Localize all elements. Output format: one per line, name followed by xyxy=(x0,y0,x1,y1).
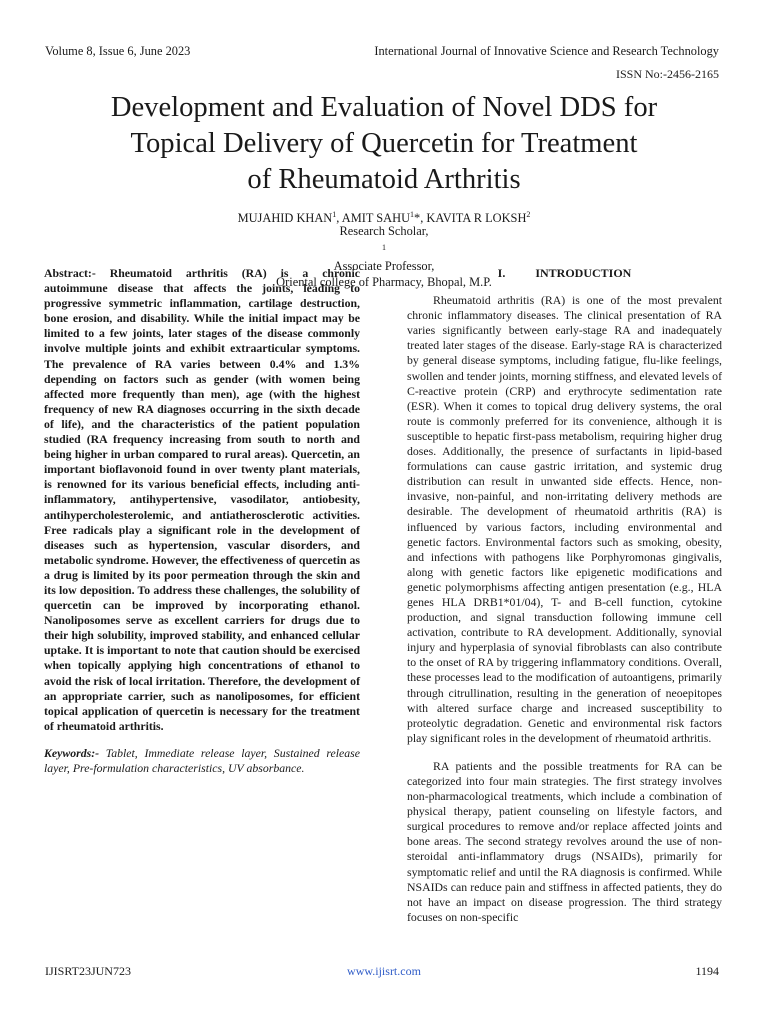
left-column xyxy=(44,266,360,776)
running-header-journal: International Journal of Innovative Science and Research Technology xyxy=(374,44,719,58)
author-affil-mark: 2 xyxy=(526,210,531,219)
abstract-text: Rheumatoid arthritis (RA) is a chronic autoimmune disease that affects the joints, leading to progressive symmetric inflammation, cartilage destruction, bone erosion, and disability. While the initial impact may be limited to a few joints, later stages of the disease commonly involve multiple joints and exhibit extraarticular symptoms. The prevalence of RA varies between 0.4% and 1.3% depending on factors such as gender (with women being affected more frequently than men), age (with the highest frequency of new RA diagnoses occurring in the sixth decade of life), and the characteristics of the patient population studied (RA frequency increasing from south to north and being higher in urban compared to rural areas). Quercetin, an important bioflavonoid found in over twenty plant materials, is renowned for its various beneficial effects, including anti-inflammatory, antihypertensive, vasodilator, antiobesity, antihypercholesterolemic, and antiatherosclerotic activities. Free radicals play a significant role in the development of diseases such as hypertension, vascular disorders, and metabolic syndrome. However, the effectiveness of quercetin as a drug is limited by its poor permeation through the skin and its low deposition. To address these challenges, the solubility of quercetin can be improved by incorporating ethanol. Nanoliposomes serve as excellent carriers for drugs due to their high solubility, improved stability, and enhanced cellular uptake. It is important to note that caution should be exercised when topically applying high concentrations of ethanol to avoid the risk of local irritation. Therefore, the development of an appropriate carrier, such as nanoliposomes, for efficient topical application of quercetin is necessary for the treatment of rheumatoid arthritis. xyxy=(44,266,360,733)
title-line-3: of Rheumatoid Arthritis xyxy=(247,164,521,195)
right-column xyxy=(407,266,722,925)
affiliation-role: Research Scholar, xyxy=(339,224,429,238)
author-affil-mark: 1 xyxy=(410,210,415,219)
section-title: INTRODUCTION xyxy=(535,266,632,280)
keywords xyxy=(44,746,360,776)
title-line-2: Topical Delivery of Quercetin for Treatment xyxy=(130,128,638,159)
intro-paragraph-2: RA patients and the possible treatments for RA can be categorized into four main strategies. The first strategy involves non-pharmacological treatments, which include a combination of physical therapy, patient counseling on lifestyle factors, and surgical procedures to remove and/or replace affected joints and bone areas. The second strategy revolves around the use of non-steroidal anti-inflammatory drugs (NSAIDs), primarily for symptomatic relief and until the RA diagnosis is confirmed. While NSAIDs can reduce pain and stiffness in affected patients, they do not have an impact on disease progression. The third strategy focuses on non-specific xyxy=(407,758,722,924)
author-affil-mark: 1 xyxy=(332,210,337,219)
issn-number: ISSN No:-2456-2165 xyxy=(615,67,719,81)
keywords-text: Tablet, Immediate release layer, Sustained release layer, Pre-formulation characteristics, UV absorbance. xyxy=(44,745,360,775)
abstract-label: Abstract:- xyxy=(44,266,96,280)
keywords-label: Keywords:- xyxy=(44,745,100,760)
footer-website-link[interactable]: www.ijisrt.com xyxy=(347,964,421,978)
footer-paper-id: IJISRT23JUN723 xyxy=(45,964,131,978)
author-name: MUJAHID KHAN xyxy=(237,211,333,226)
affiliation-role: Associate Professor, xyxy=(333,259,435,274)
abstract xyxy=(44,266,360,734)
affiliation-line-2: Oriental college of Pharmacy, Bhopal, M.P. xyxy=(276,274,492,289)
affiliation-mark: 1 xyxy=(382,242,386,252)
footer-page-number: 1194 xyxy=(695,964,719,978)
intro-paragraph-1: Rheumatoid arthritis (RA) is one of the most prevalent chronic inflammatory diseases. The clinical presentation of RA varies significantly between early-stage RA and inadequately treated later stages of the disease. Early-stage RA is characterized by general disease symptoms, including fatigue, flu-like feelings, swollen and tender joints, morning stiffness, and elevated levels of C-reactive protein (CRP) and erythrocyte sedimentation rate (ESR). When it comes to topical drug delivery systems, the oral route is commonly preferred for its convenience, although it is susceptible to hepatic first-pass metabolism, requiring higher drug doses. Additionally, the presence of surfactants in lipid-based formulations can cause gastric irritation, and systemic drug distribution can result in unwanted side effects. Hence, non-invasive, non-painful, and non-irritating delivery methods are desirable. The development of rheumatoid arthritis (RA) is influenced by various factors, including environmental and genetic factors. Environmental factors such as smoking, obesity, and infections with pathogens like Porphyromonas gingivalis, along with genetic factors like epigenetic modifications and genetic polymorphisms affecting antigen presentation (e.g., HLA genes HLA DRB1*01/04), T- and B-cell function, cytokine production, and signal transduction following immune cell activation, contribute to RA development. Additionally, synovial injury and hyperplasia of synovial fibroblasts can also contribute to the onset of RA by triggering inflammatory conditions. Overall, these processes lead to the modification of autoantigens, primarily through citrullination, resulting in the generation of neoepitopes with altered surface charge and increased susceptibility to proteolytic degradation. Genetic and environmental risk factors play significant roles in the development of rheumatoid arthritis. xyxy=(407,293,722,745)
section-heading-introduction xyxy=(407,266,722,281)
author-name: *, KAVITA R LOKSH xyxy=(414,211,527,226)
title-line-1: Development and Evaluation of Novel DDS for xyxy=(110,92,658,123)
section-number: I. xyxy=(497,266,506,280)
author-name: , AMIT SAHU xyxy=(336,211,411,226)
paper-title xyxy=(40,90,728,198)
running-header-volume: Volume 8, Issue 6, June 2023 xyxy=(45,44,191,58)
